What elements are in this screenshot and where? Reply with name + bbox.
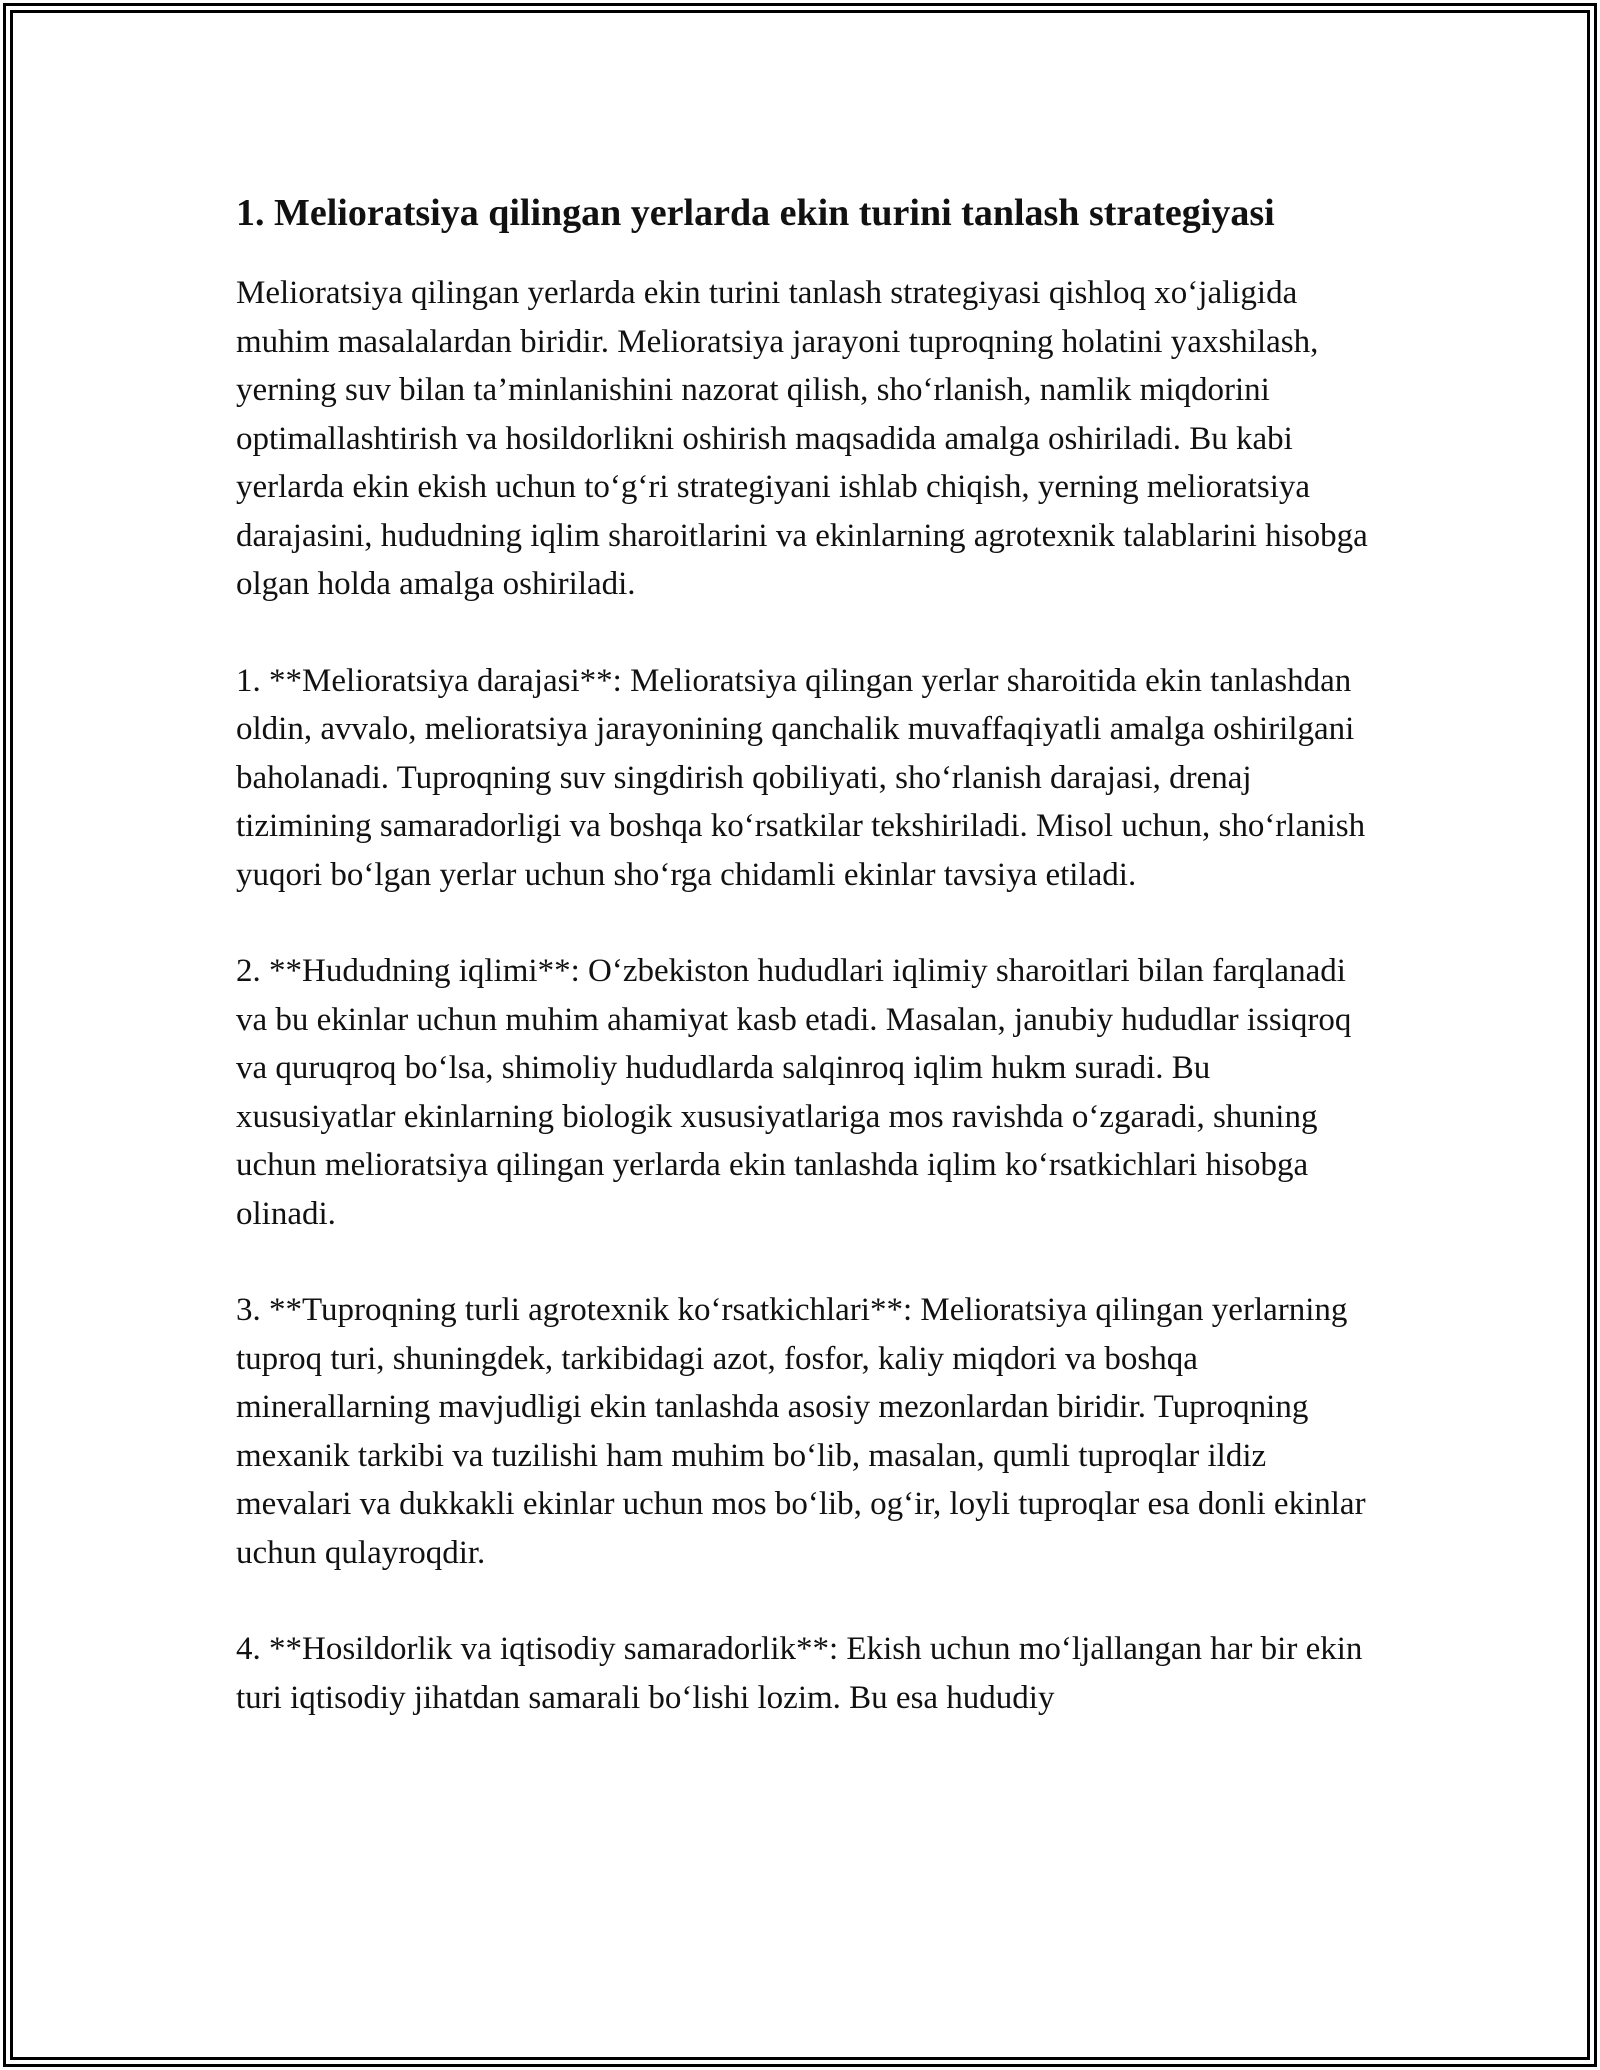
- paragraph-yield-efficiency: 4. **Hosildorlik va iqtisodiy samaradorlik**: Ekish uchun mo‘ljallangan har bir ekin turi iqtisodiy jihatdan samarali bo‘lishi lozim. Bu esa hududiy: [236, 1631, 1363, 1716]
- document-body: [236, 186, 1376, 1722]
- paragraph-regional-climate: 2. **Hududning iqlimi**: O‘zbekiston hududlari iqlimiy sharoitlari bilan farqlanadi va bu ekinlar uchun muhim ahamiyat kasb etadi. Masalan, janubiy hududlar issiqroq va quruqroq bo‘lsa, shimoliy hududlarda salqinroq iqlim hukm suradi. Bu xususiyatlar ekinlarning biologik xususiyatlariga mos ravishda o‘zgaradi, shuning uchun melioratsiya qilingan yerlarda ekin tanlashda iqlim ko‘rsatkichlari hisobga olinadi.: [236, 953, 1352, 1232]
- section-title: 1. Melioratsiya qilingan yerlarda ekin turini tanlash strategiyasi: [236, 192, 1275, 234]
- paragraph-soil-indicators: 3. **Tuproqning turli agrotexnik ko‘rsatkichlari**: Melioratsiya qilingan yerlarning tuproq turi, shuningdek, tarkibidagi azot, fosfor, kaliy miqdori va boshqa minerallarning mavjudligi ekin tanlashda asosiy mezonlardan biridir. Tuproqning mexanik tarkibi va tuzilishi ham muhim bo‘lib, masalan, qumli tuproqlar ildiz mevalari va dukkakli ekinlar uchun mos bo‘lib, og‘ir, loyli tuproqlar esa donli ekinlar uchun qulayroqdir.: [236, 1292, 1366, 1571]
- paragraph-melioration-level: 1. **Melioratsiya darajasi**: Melioratsiya qilingan yerlar sharoitida ekin tanlashdan oldin, avvalo, melioratsiya jarayonining qanchalik muvaffaqiyatli amalga oshirilgani baholanadi. Tuproqning suv singdirish qobiliyati, sho‘rlanish darajasi, drenaj tizimining samaradorligi va boshqa ko‘rsatkilar tekshiriladi. Misol uchun, sho‘rlanish yuqori bo‘lgan yerlar uchun sho‘rga chidamli ekinlar tavsiya etiladi.: [236, 662, 1366, 893]
- intro-paragraph: Melioratsiya qilingan yerlarda ekin turini tanlash strategiyasi qishloq xo‘jaligida muhim masalalardan biridir. Melioratsiya jarayoni tuproqning holatini yaxshilash, yerning suv bilan ta’minlanishini nazorat qilish, sho‘rlanish, namlik miqdorini optimallashtirish va hosildorlikni oshirish maqsadida amalga oshiriladi. Bu kabi yerlarda ekin ekish uchun to‘g‘ri strategiyani ishlab chiqish, yerning melioratsiya darajasini, hududning iqlim sharoitlarini va ekinlarning agrotexnik talablarini hisobga olgan holda amalga oshiriladi.: [236, 275, 1368, 602]
